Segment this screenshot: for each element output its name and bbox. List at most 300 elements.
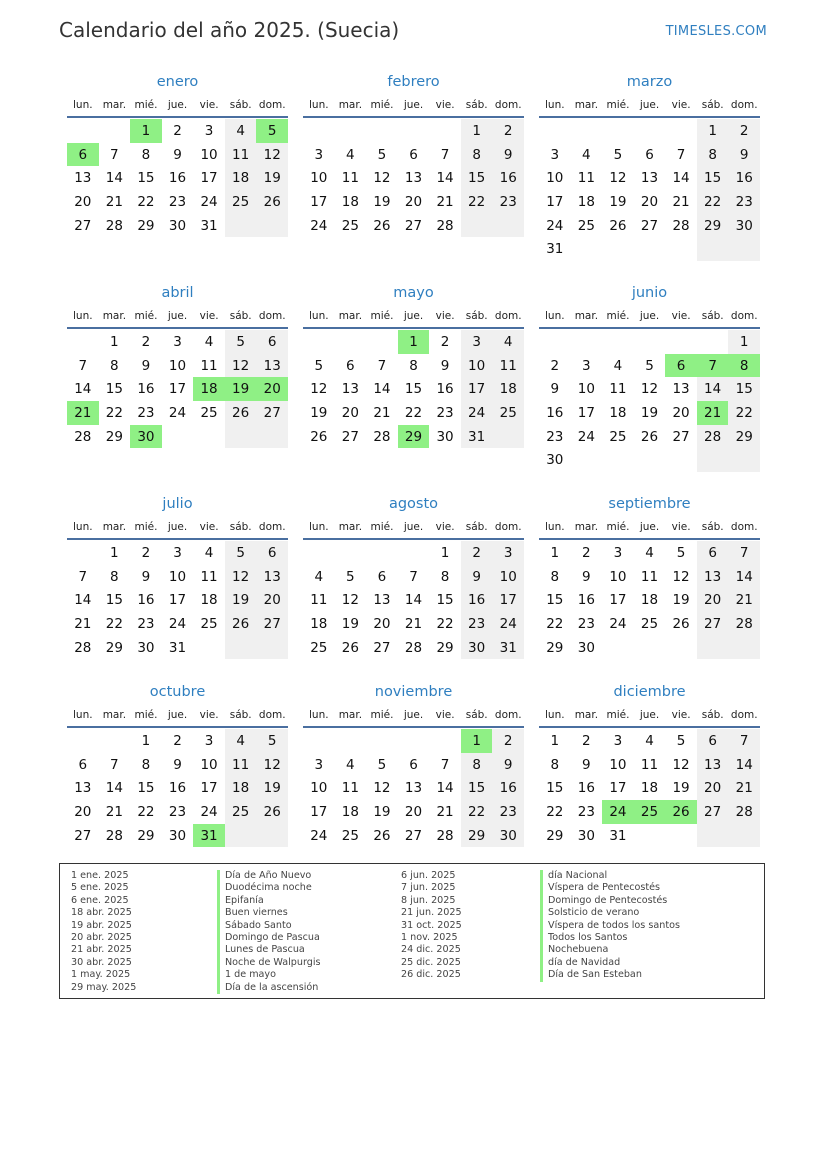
- weekday-label: mar.: [338, 521, 363, 533]
- day-cell: 3: [461, 330, 493, 354]
- day-cell: 31: [193, 824, 225, 848]
- day-cell: 12: [609, 170, 627, 187]
- day-cell: 28: [74, 428, 92, 445]
- month-noviembre: [303, 682, 524, 847]
- day-cell: 29: [398, 425, 430, 449]
- day-cell: 12: [256, 753, 288, 777]
- day-cell: 5: [613, 146, 623, 163]
- empty-cell: [225, 214, 257, 238]
- empty-cell: [67, 729, 99, 753]
- weekday-label: mié.: [606, 310, 630, 322]
- day-cell: 7: [110, 756, 119, 773]
- day-cell: 1: [550, 732, 560, 749]
- day-cell: 28: [436, 217, 454, 234]
- day-cell: 24: [609, 615, 627, 632]
- empty-cell: [634, 636, 666, 660]
- day-cell: 11: [609, 381, 627, 398]
- day-cell: 2: [492, 119, 524, 143]
- holiday-date: 18 abr. 2025: [71, 907, 132, 919]
- empty-cell: [602, 330, 634, 354]
- weekday-label: mié.: [134, 709, 158, 721]
- day-cell: 11: [200, 568, 218, 585]
- day-cell: 10: [168, 568, 187, 585]
- month-name: marzo: [626, 74, 673, 90]
- day-cell: 20: [404, 193, 423, 210]
- weekday-label: dom.: [258, 521, 286, 533]
- weekday-label: lun.: [309, 521, 329, 533]
- day-cell: 8: [550, 568, 560, 585]
- day-cell: 2: [173, 122, 182, 139]
- days-grid: [67, 541, 288, 659]
- holiday-name: Sábado Santo: [217, 920, 292, 932]
- day-cell: 17: [168, 381, 187, 398]
- day-cell: 4: [346, 146, 355, 163]
- day-cell: 2: [728, 119, 760, 143]
- day-cell: 30: [137, 639, 155, 656]
- month-name: septiembre: [608, 496, 691, 512]
- day-cell: 6: [256, 541, 288, 565]
- day-cell: 11: [341, 780, 359, 797]
- day-cell: 10: [609, 756, 627, 773]
- day-cell: 7: [676, 146, 686, 163]
- holiday-date: 7 jun. 2025: [401, 882, 456, 894]
- day-cell: 1: [461, 119, 493, 143]
- day-cell: 3: [550, 146, 560, 163]
- weekday-label: lun.: [73, 521, 93, 533]
- day-cell: 25: [577, 217, 595, 234]
- day-cell: 22: [105, 615, 123, 632]
- weekday-label: vie.: [671, 709, 691, 721]
- day-cell: 6: [256, 330, 288, 354]
- day-cell: 1: [110, 544, 119, 561]
- day-cell: 6: [409, 146, 418, 163]
- empty-cell: [634, 237, 666, 261]
- month-febrero: [303, 72, 524, 237]
- weekday-label: mié.: [370, 521, 394, 533]
- day-cell: 6: [78, 756, 88, 773]
- day-cell: 9: [141, 568, 151, 585]
- day-cell: 22: [137, 193, 155, 210]
- day-cell: 8: [461, 753, 493, 777]
- weekday-header: [303, 516, 524, 540]
- day-cell: 1: [110, 333, 119, 350]
- day-cell: 21: [436, 193, 454, 210]
- day-cell: 4: [582, 146, 591, 163]
- day-cell: 5: [225, 330, 257, 354]
- day-cell: 4: [225, 119, 257, 143]
- empty-cell: [728, 237, 760, 261]
- day-cell: 8: [141, 756, 151, 773]
- day-cell: 23: [168, 193, 187, 210]
- day-cell: 29: [728, 425, 760, 449]
- empty-cell: [303, 729, 335, 753]
- empty-cell: [303, 330, 335, 354]
- day-cell: 5: [314, 357, 324, 374]
- day-cell: 25: [225, 800, 257, 824]
- weekday-label: dom.: [258, 709, 286, 721]
- weekday-label: sáb.: [465, 709, 488, 721]
- empty-cell: [303, 541, 335, 565]
- day-cell: 10: [577, 381, 595, 398]
- empty-cell: [193, 425, 225, 449]
- day-cell: 14: [728, 753, 760, 777]
- day-cell: 27: [256, 612, 288, 636]
- weekday-label: sáb.: [701, 709, 724, 721]
- empty-cell: [398, 729, 430, 753]
- day-cell: 8: [110, 357, 119, 374]
- day-cell: 30: [546, 452, 564, 469]
- day-cell: 10: [609, 568, 627, 585]
- day-cell: 12: [225, 565, 257, 589]
- empty-cell: [571, 448, 603, 472]
- day-cell: 18: [640, 592, 659, 609]
- day-cell: 28: [373, 428, 391, 445]
- day-cell: 18: [225, 166, 257, 190]
- weekday-label: vie.: [435, 521, 455, 533]
- day-cell: 2: [461, 541, 493, 565]
- month-name: mayo: [393, 285, 434, 301]
- day-cell: 16: [577, 780, 595, 797]
- brand-link[interactable]: TIMESLES.COM: [665, 24, 767, 39]
- day-cell: 9: [582, 568, 591, 585]
- day-cell: 24: [168, 615, 187, 632]
- day-cell: 29: [436, 639, 454, 656]
- day-cell: 18: [341, 193, 359, 210]
- day-cell: 16: [436, 381, 454, 398]
- day-cell: 17: [310, 193, 328, 210]
- day-cell: 13: [404, 170, 423, 187]
- day-cell: 23: [137, 615, 155, 632]
- day-cell: 23: [492, 800, 524, 824]
- day-cell: 7: [440, 146, 450, 163]
- day-cell: 30: [168, 217, 187, 234]
- empty-cell: [225, 425, 257, 449]
- day-cell: 19: [225, 588, 257, 612]
- holiday-date: 1 nov. 2025: [401, 932, 458, 943]
- holiday-date: 29 may. 2025: [71, 981, 137, 993]
- day-cell: 17: [492, 588, 524, 612]
- holiday-name: Víspera de Pentecostés: [540, 882, 660, 894]
- day-cell: 1: [461, 729, 493, 753]
- day-cell: 24: [577, 428, 595, 445]
- weekday-label: vie.: [435, 99, 455, 111]
- day-cell: 24: [310, 217, 328, 234]
- day-cell: 17: [546, 193, 564, 210]
- day-cell: 12: [672, 568, 690, 585]
- holiday-name: Duodécima noche: [217, 882, 312, 894]
- day-cell: 11: [640, 568, 659, 585]
- day-cell: 26: [310, 428, 328, 445]
- day-cell: 5: [256, 119, 288, 143]
- day-cell: 25: [634, 800, 666, 824]
- holiday-date: 20 abr. 2025: [71, 932, 132, 943]
- weekday-label: dom.: [730, 310, 758, 322]
- day-cell: 4: [314, 568, 324, 585]
- day-cell: 22: [436, 615, 454, 632]
- holiday-name: Lunes de Pascua: [217, 944, 305, 956]
- day-cell: 17: [609, 592, 627, 609]
- day-cell: 30: [492, 824, 524, 848]
- day-cell: 22: [697, 190, 729, 214]
- day-cell: 21: [672, 193, 690, 210]
- day-cell: 26: [225, 612, 257, 636]
- day-cell: 22: [105, 404, 123, 421]
- weekday-header: [67, 516, 288, 540]
- weekday-label: mié.: [134, 99, 158, 111]
- day-cell: 21: [436, 803, 454, 820]
- day-cell: 2: [492, 729, 524, 753]
- day-cell: 27: [404, 217, 423, 234]
- weekday-header: [539, 704, 760, 728]
- holiday-name: Nochebuena: [540, 944, 608, 956]
- weekday-label: vie.: [199, 99, 219, 111]
- day-cell: 14: [373, 381, 391, 398]
- day-cell: 14: [74, 381, 92, 398]
- day-cell: 11: [341, 170, 359, 187]
- day-cell: 30: [130, 425, 162, 449]
- weekday-header: [67, 305, 288, 329]
- day-cell: 4: [204, 333, 214, 350]
- day-cell: 9: [550, 381, 560, 398]
- day-cell: 20: [74, 193, 92, 210]
- day-cell: 14: [105, 170, 123, 187]
- empty-cell: [67, 119, 99, 143]
- month-diciembre: [539, 682, 760, 847]
- day-cell: 13: [373, 592, 391, 609]
- day-cell: 31: [461, 425, 493, 449]
- day-cell: 8: [697, 143, 729, 167]
- weekday-label: vie.: [435, 310, 455, 322]
- weekday-label: mar.: [102, 99, 127, 111]
- empty-cell: [697, 330, 729, 354]
- month-name: diciembre: [613, 684, 686, 700]
- empty-cell: [162, 425, 194, 449]
- month-name: agosto: [388, 496, 439, 512]
- day-cell: 4: [225, 729, 257, 753]
- empty-cell: [398, 119, 430, 143]
- day-cell: 27: [74, 217, 92, 234]
- weekday-header: [539, 305, 760, 329]
- day-cell: 5: [256, 729, 288, 753]
- day-cell: 25: [200, 615, 218, 632]
- day-cell: 19: [256, 166, 288, 190]
- day-cell: 20: [640, 193, 659, 210]
- day-cell: 26: [640, 428, 659, 445]
- day-cell: 6: [67, 143, 99, 167]
- day-cell: 5: [676, 544, 686, 561]
- holiday-date: 26 dic. 2025: [401, 969, 461, 981]
- day-cell: 16: [492, 166, 524, 190]
- holiday-date: 30 abr. 2025: [71, 956, 132, 968]
- day-cell: 20: [341, 404, 359, 421]
- day-cell: 10: [200, 756, 218, 773]
- day-cell: 24: [200, 803, 218, 820]
- weekday-label: dom.: [494, 709, 522, 721]
- days-grid: [67, 330, 288, 448]
- weekday-label: lun.: [73, 709, 93, 721]
- day-cell: 23: [546, 428, 564, 445]
- day-cell: 2: [141, 333, 151, 350]
- empty-cell: [571, 330, 603, 354]
- day-cell: 30: [461, 636, 493, 660]
- holiday-date: 5 ene. 2025: [71, 882, 129, 894]
- day-cell: 25: [225, 190, 257, 214]
- day-cell: 21: [697, 401, 729, 425]
- empty-cell: [335, 330, 367, 354]
- holiday-date: 6 jun. 2025: [401, 870, 456, 881]
- empty-cell: [99, 119, 131, 143]
- holiday-date: 8 jun. 2025: [401, 894, 456, 906]
- month-name: enero: [156, 74, 199, 90]
- day-cell: 26: [256, 190, 288, 214]
- day-cell: 12: [225, 354, 257, 378]
- day-cell: 2: [141, 544, 151, 561]
- day-cell: 11: [640, 756, 659, 773]
- holiday-date: 19 abr. 2025: [71, 919, 132, 931]
- day-cell: 1: [398, 330, 430, 354]
- day-cell: 29: [546, 827, 564, 844]
- day-cell: 24: [168, 404, 187, 421]
- day-cell: 31: [200, 217, 218, 234]
- day-cell: 20: [373, 615, 391, 632]
- days-grid: [539, 119, 760, 261]
- day-cell: 22: [461, 800, 493, 824]
- day-cell: 7: [440, 756, 450, 773]
- weekday-label: vie.: [671, 310, 691, 322]
- weekday-label: dom.: [258, 99, 286, 111]
- day-cell: 31: [492, 636, 524, 660]
- day-cell: 20: [256, 588, 288, 612]
- day-cell: 11: [492, 354, 524, 378]
- empty-cell: [539, 119, 571, 143]
- weekday-label: mié.: [370, 709, 394, 721]
- weekday-label: jue.: [403, 99, 424, 111]
- day-cell: 13: [74, 170, 92, 187]
- weekday-label: dom.: [494, 310, 522, 322]
- day-cell: 24: [310, 827, 328, 844]
- day-cell: 18: [640, 780, 659, 797]
- holiday-name: día de Navidad: [540, 957, 620, 969]
- day-cell: 24: [200, 193, 218, 210]
- day-cell: 15: [404, 381, 423, 398]
- day-cell: 13: [256, 565, 288, 589]
- day-cell: 23: [137, 404, 155, 421]
- empty-cell: [256, 636, 288, 660]
- day-cell: 15: [105, 381, 123, 398]
- day-cell: 10: [200, 146, 218, 163]
- month-septiembre: [539, 494, 760, 659]
- empty-cell: [67, 541, 99, 565]
- day-cell: 18: [200, 592, 218, 609]
- day-cell: 18: [193, 377, 225, 401]
- day-cell: 15: [137, 780, 155, 797]
- day-cell: 15: [546, 592, 564, 609]
- day-cell: 20: [74, 803, 92, 820]
- empty-cell: [335, 729, 367, 753]
- day-cell: 12: [640, 381, 659, 398]
- day-cell: 12: [672, 756, 690, 773]
- month-name: junio: [631, 285, 668, 301]
- day-cell: 14: [697, 377, 729, 401]
- holiday-name: Todos los Santos: [540, 932, 627, 944]
- empty-cell: [634, 330, 666, 354]
- day-cell: 16: [728, 166, 760, 190]
- day-cell: 30: [168, 827, 187, 844]
- day-cell: 8: [110, 568, 119, 585]
- weekday-label: jue.: [639, 310, 660, 322]
- weekday-header: [539, 516, 760, 540]
- holiday-name: día Nacional: [540, 870, 607, 882]
- day-cell: 11: [225, 753, 257, 777]
- day-cell: 16: [137, 381, 155, 398]
- day-cell: 3: [613, 732, 623, 749]
- empty-cell: [728, 824, 760, 848]
- day-cell: 16: [492, 776, 524, 800]
- day-cell: 12: [341, 592, 359, 609]
- month-agosto: [303, 494, 524, 659]
- day-cell: 6: [697, 541, 729, 565]
- month-name: octubre: [149, 684, 206, 700]
- day-cell: 22: [404, 404, 423, 421]
- weekday-label: mié.: [134, 521, 158, 533]
- day-cell: 30: [436, 428, 454, 445]
- day-cell: 27: [256, 401, 288, 425]
- day-cell: 7: [697, 354, 729, 378]
- holiday-legend: [59, 863, 765, 999]
- days-grid: [303, 330, 524, 448]
- day-cell: 4: [645, 544, 654, 561]
- day-cell: 20: [697, 588, 729, 612]
- empty-cell: [665, 636, 697, 660]
- day-cell: 6: [409, 756, 418, 773]
- day-cell: 25: [640, 615, 659, 632]
- day-cell: 22: [728, 401, 760, 425]
- weekday-label: lun.: [545, 310, 565, 322]
- day-cell: 9: [440, 357, 450, 374]
- weekday-label: vie.: [199, 521, 219, 533]
- day-cell: 27: [404, 827, 423, 844]
- day-cell: 11: [310, 592, 328, 609]
- empty-cell: [571, 119, 603, 143]
- day-cell: 16: [168, 170, 187, 187]
- day-cell: 25: [310, 639, 328, 656]
- day-cell: 8: [409, 357, 418, 374]
- day-cell: 5: [225, 541, 257, 565]
- empty-cell: [602, 636, 634, 660]
- day-cell: 26: [256, 800, 288, 824]
- weekday-label: lun.: [309, 709, 329, 721]
- empty-cell: [665, 330, 697, 354]
- day-cell: 31: [168, 639, 187, 656]
- day-cell: 14: [404, 592, 423, 609]
- weekday-label: mié.: [370, 310, 394, 322]
- day-cell: 13: [404, 780, 423, 797]
- day-cell: 18: [609, 404, 627, 421]
- empty-cell: [539, 330, 571, 354]
- weekday-label: sáb.: [465, 521, 488, 533]
- day-cell: 24: [461, 401, 493, 425]
- empty-cell: [429, 119, 461, 143]
- day-cell: 10: [310, 780, 328, 797]
- day-cell: 10: [492, 565, 524, 589]
- holiday-date: 1 may. 2025: [71, 969, 131, 981]
- day-cell: 29: [137, 217, 155, 234]
- day-cell: 1: [440, 544, 450, 561]
- day-cell: 16: [546, 404, 564, 421]
- day-cell: 14: [436, 780, 454, 797]
- month-name: febrero: [387, 74, 440, 90]
- weekday-label: lun.: [73, 310, 93, 322]
